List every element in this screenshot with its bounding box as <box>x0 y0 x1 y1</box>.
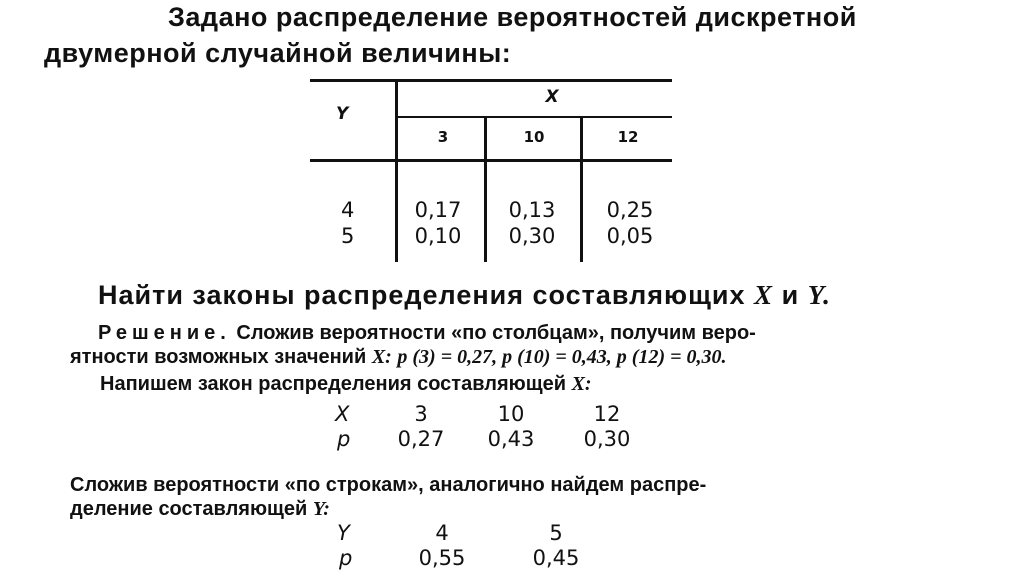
table-cell: 0,17 <box>414 198 462 222</box>
dist-x-value: 12 <box>593 402 621 426</box>
dist-y-var-label: Y <box>337 521 350 545</box>
table-header-divider <box>398 116 672 118</box>
task-var-x: X <box>754 280 774 310</box>
table-vertical-divider <box>395 79 398 262</box>
solution-line-3 <box>100 373 592 396</box>
solution-label: Решение. <box>98 322 231 344</box>
solution-line-4: Сложив вероятности «по строкам», аналогично найдем распре- <box>70 474 707 496</box>
var-x: X: <box>371 346 392 368</box>
col-value: 12 <box>617 128 639 146</box>
var-x: X: <box>571 373 592 395</box>
dist-x-value: 3 <box>414 402 428 426</box>
table-top-rule <box>310 79 672 82</box>
table-cell: 0,05 <box>606 224 654 248</box>
solution-line-5 <box>70 498 330 521</box>
dist-y-prob-label: p <box>339 546 353 570</box>
task-and: и <box>781 280 800 310</box>
dist-x-value: 10 <box>497 402 525 426</box>
table-cell: 0,30 <box>508 224 556 248</box>
dist-y-prob: 0,45 <box>532 546 580 570</box>
table-cell: 0,13 <box>508 198 556 222</box>
table-vertical-divider <box>580 118 583 262</box>
dist-x-prob: 0,30 <box>583 427 631 451</box>
col-value: 10 <box>523 128 545 146</box>
dist-x-prob-label: p <box>337 427 351 451</box>
solution-text: ятности возможных значений <box>70 346 367 368</box>
dist-x-var-label: X <box>335 402 350 426</box>
col-header-x: X <box>545 87 559 107</box>
task-text: Найти законы распределения составляющих <box>98 280 746 310</box>
solution-text: деление составляющей <box>70 498 308 520</box>
task-statement <box>98 280 831 311</box>
solution-line-1 <box>98 322 756 345</box>
row-value: 4 <box>341 198 355 222</box>
solution-text: Напишем закон распределения составляющей <box>100 373 566 395</box>
solution-line-2 <box>70 346 727 369</box>
dist-y-prob: 0,55 <box>418 546 466 570</box>
row-header-y: Y <box>336 104 349 124</box>
dist-y-value: 5 <box>549 521 563 545</box>
col-value: 3 <box>437 128 449 146</box>
solution-text: Сложив вероятности «по столбцам», получим веро- <box>236 322 756 344</box>
var-y: Y: <box>312 498 330 520</box>
table-cell: 0,10 <box>414 224 462 248</box>
table-vertical-divider <box>484 118 487 262</box>
title-line-2: двумерной случайной величины: <box>44 38 512 68</box>
row-value: 5 <box>341 224 355 248</box>
dist-y-value: 4 <box>435 521 449 545</box>
table-cell: 0,25 <box>606 198 654 222</box>
table-header-rule <box>310 159 672 162</box>
task-var-y: Y. <box>807 280 831 310</box>
x-probabilities: p (3) = 0,27, p (10) = 0,43, p (12) = 0,30. <box>397 346 727 368</box>
title-line-1: Задано распределение вероятностей дискретной <box>168 2 857 32</box>
dist-x-prob: 0,27 <box>397 427 445 451</box>
dist-x-prob: 0,43 <box>487 427 535 451</box>
